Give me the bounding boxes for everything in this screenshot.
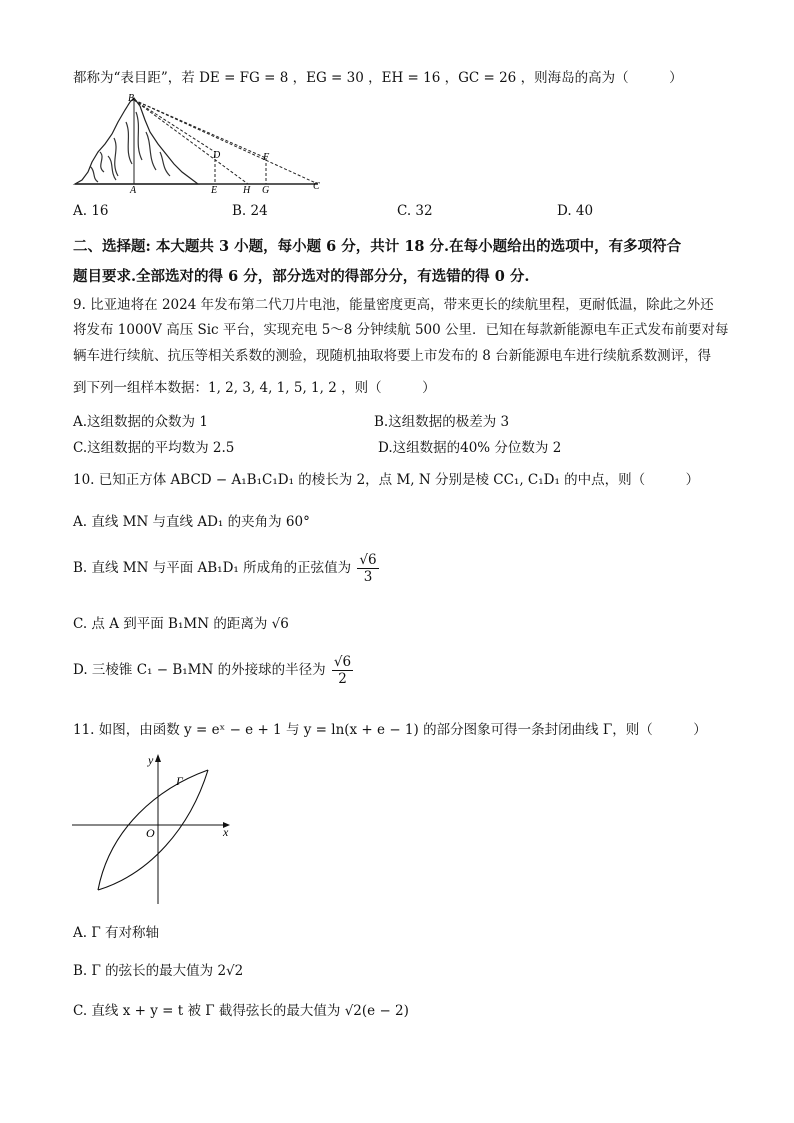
q10-option-a[interactable]: A. 直线 MN 与直线 AD₁ 的夹角为 60° [73, 514, 310, 530]
q9-line1: 9. 比亚迪将在 2024 年发布第二代刀片电池，能量密度更高，带来更长的续航里程，更耐低温，除此之外还 [73, 297, 714, 313]
q10-option-b[interactable] [73, 552, 381, 585]
q11-option-b[interactable]: B. Γ 的弦长的最大值为 2√2 [73, 963, 244, 979]
axis-y-label: y [148, 753, 154, 767]
q10-option-c[interactable]: C. 点 A 到平面 B₁MN 的距离为 √6 [73, 616, 289, 632]
section2-heading-line1: 二、选择题: 本大题共 3 小题，每小题 6 分，共计 18 分.在每小题给出的选项中，有多项符合 [73, 238, 682, 255]
label-c: C [313, 181, 320, 192]
gamma-label: Γ [176, 774, 183, 788]
q9-option-c[interactable]: C.这组数据的平均数为 2.5 [73, 440, 235, 456]
label-h: H [243, 185, 251, 196]
q9-line4: 到下列一组样本数据：1, 2, 3, 4, 1, 5, 1, 2 ，则（ ） [73, 380, 436, 396]
q8-option-b[interactable]: B. 24 [232, 203, 268, 219]
q11-option-c[interactable]: C. 直线 x + y = t 被 Γ 截得弦长的最大值为 √2(e − 2) [73, 1003, 409, 1019]
q9-line2: 将发布 1000V 高压 Sic 平台，实现充电 5～8 分钟续航 500 公里．已知在每款新能源电车正式发布前要对每 [73, 322, 729, 338]
q11-option-a[interactable]: A. Γ 有对称轴 [73, 925, 159, 941]
q9-option-b[interactable]: B.这组数据的极差为 3 [374, 414, 510, 430]
origin-label: O [146, 826, 155, 840]
q10-option-b-text: B. 直线 MN 与平面 AB₁D₁ 所成角的正弦值为 [73, 560, 352, 576]
q8-option-d[interactable]: D. 40 [557, 203, 594, 219]
q9-line3: 辆车进行续航、抗压等相关系数的测验，现随机抽取将要上市发布的 8 台新能源电车进行续航系数测评，得 [73, 348, 712, 364]
q9-option-a[interactable]: A.这组数据的众数为 1 [73, 414, 208, 430]
label-d: D [213, 150, 221, 161]
label-a: A [130, 185, 137, 196]
label-g: G [262, 185, 270, 196]
q8-option-a[interactable]: A. 16 [73, 203, 109, 219]
section2-heading-line2: 题目要求.全部选对的得 6 分，部分选对的得部分分，有选错的得 0 分. [73, 268, 530, 285]
label-e: E [211, 185, 218, 196]
label-f: F [263, 152, 270, 163]
q9-option-d[interactable]: D.这组数据的40% 分位数为 2 [378, 440, 562, 456]
q10-option-b-fraction: $\frac{√6}{3}$ [359, 552, 377, 585]
q10-option-d-fraction: $\frac{√6}{2}$ [333, 654, 352, 687]
q10-option-d-text: D. 三棱锥 C₁ − B₁MN 的外接球的半径为 [73, 662, 326, 678]
q11-stem: 11. 如图，由函数 y = eˣ − e + 1 与 y = ln(x + e − 1) 的部分图象可得一条封闭曲线 Γ，则（ ） [73, 722, 707, 738]
q10-stem: 10. 已知正方体 ABCD − A₁B₁C₁D₁ 的棱长为 2，点 M, N 分别是棱 CC₁, C₁D₁ 的中点，则（ ） [73, 472, 700, 488]
q8-option-c[interactable]: C. 32 [397, 203, 433, 219]
axis-x-label: x [223, 825, 229, 839]
label-b: B [128, 93, 135, 104]
q8-intro: 都称为“表目距”，若 DE = FG = 8 ，EG = 30 ，EH = 16 ，GC = 26 ，则海岛的高为（ ） [73, 70, 683, 86]
q10-option-d[interactable] [73, 654, 355, 687]
island-figure [70, 92, 330, 196]
q11-graph [70, 748, 240, 908]
